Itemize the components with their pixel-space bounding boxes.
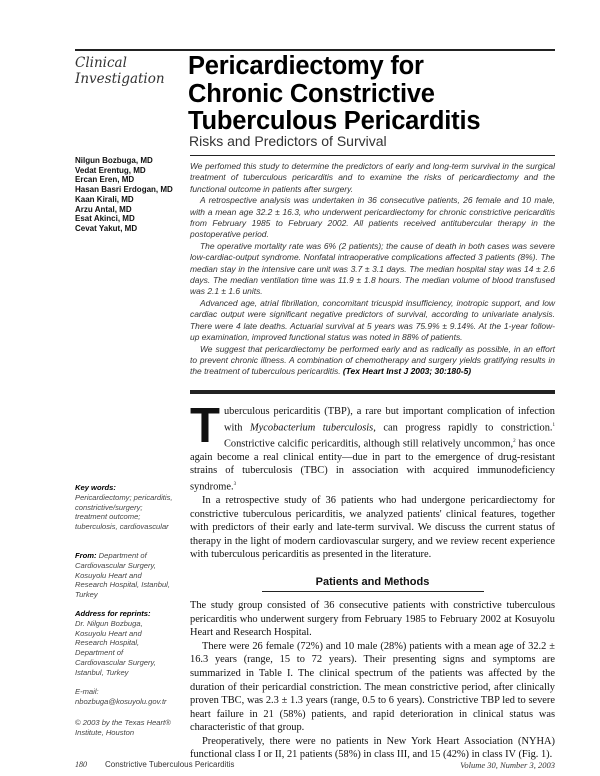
reprints-address: Dr. Nilgun Bozbuga, Kosuyolu Heart and Research Hospital, Department of Cardiovascular Surgery, Istanbul, Turkey bbox=[75, 618, 156, 677]
abstract-paragraph: A retrospective analysis was undertaken in 36 consecutive patients, 26 female and 10 male, with a mean age 32.2 ± 16.3, who underwent pericardiectomy for chronic constrictive pericarditis from February 1985 to February 2002. All patients received antitubercular therapy in the postoperative period. bbox=[190, 195, 555, 240]
methods-paragraph: Preoperatively, there were no patients in New York Heart Association (NYHA) functional class I or II, 21 patients (58%) in class III, and 15 (42%) in class IV (Fig. 1). bbox=[190, 735, 555, 761]
section-label bbox=[75, 55, 185, 87]
affiliation-block bbox=[75, 551, 175, 600]
abstract-bottom-rule bbox=[190, 390, 555, 394]
keywords-block bbox=[75, 483, 175, 532]
reference: 1 bbox=[552, 422, 555, 428]
top-rule bbox=[75, 49, 555, 51]
organism-name: Mycobacterium tuberculosis bbox=[250, 422, 374, 434]
footer-volume: Volume 30, Number 3, 2003 bbox=[460, 760, 555, 770]
abstract-paragraph bbox=[190, 344, 555, 378]
author-list bbox=[75, 156, 190, 234]
reprints-label: Address for reprints: bbox=[75, 609, 151, 618]
title-line: Tuberculous Pericarditis bbox=[188, 107, 481, 135]
section-heading: Patients and Methods bbox=[262, 576, 484, 592]
email-address[interactable]: nbozbuga@kosuyolu.gov.tr bbox=[75, 696, 167, 706]
article-subtitle: Risks and Predictors of Survival bbox=[189, 133, 387, 149]
methods-paragraph: The study group consisted of 36 consecutive patients with constrictive tuberculous pericarditis who underwent surgery from February 1985 to February 2002 at Kosuyolu Heart and Research Hospital. bbox=[190, 599, 555, 639]
footer-left bbox=[75, 760, 234, 769]
drop-cap: T bbox=[190, 399, 220, 453]
copyright: © 2003 by the Texas Heart® Institute, Houston bbox=[75, 718, 171, 737]
section-label-line: Investigation bbox=[75, 71, 165, 87]
text: , can progress rapidly to constriction. bbox=[373, 422, 553, 434]
author: Arzu Antal, MD bbox=[75, 204, 132, 214]
keywords: Pericardiectomy; pericarditis, constrictive/surgery; treatment outcome; tuberculosis, cardiovascular bbox=[75, 492, 173, 532]
author: Ercan Eren, MD bbox=[75, 175, 135, 185]
affiliation: Department of Cardiovascular Surgery, Kosuyolu Heart and Research Hospital, Istanbul, Turkey bbox=[75, 551, 170, 600]
running-title: Constrictive Tuberculous Pericarditis bbox=[105, 760, 235, 769]
abstract bbox=[190, 161, 555, 378]
reference: 3 bbox=[233, 481, 237, 487]
intro-paragraph: In a retrospective study of 36 patients who had undergone pericardiectomy for constrictive tuberculous pericarditis, we analyzed patients' clinical features, together with predictors of their early and late-term survival. We discuss the current status of therapy in the light of modern cardiovascular surgery, and we review recent experience with tuberculous pericarditis as presented in the literature. bbox=[190, 494, 555, 561]
abstract-paragraph: The operative mortality rate was 6% (2 patients); the cause of death in both cases was severe low-cardiac-output syndrome. Nonfatal intraoperative complications affected 3 patients (8%). The median stay in the intensive care unit was 3.7 ± 3.1 days. The median hospital stay was 14 ± 2.6 days. The median ventilation time was 11.9 ± 1.8 hours. The median volume of blood transfused was 2.1 ± 1.6 units. bbox=[190, 240, 555, 297]
abstract-paragraph: Advanced age, atrial fibrillation, concomitant tricuspid insufficiency, inotropic support, and low cardiac output were significant negative predictors of survival, according to univariate analysis. There were 4 late deaths. Actuarial survival at 5 years was 75.9% ± 9.14%. At the 1-year follow-up examination, improved functional status was noted in 88% of patients. bbox=[190, 297, 555, 343]
text: has once again become a real clinical entity—due in part to the emergence of drug-resistant strains of tuberculosis (TBC) in association with acquired immunodeficiency syndrome. bbox=[190, 438, 555, 493]
author: Nilgun Bozbuga, MD bbox=[75, 156, 153, 165]
article-title bbox=[188, 53, 568, 136]
title-line: Chronic Constrictive bbox=[188, 79, 435, 108]
email-label: E-mail: bbox=[75, 687, 99, 696]
email-block bbox=[75, 687, 175, 707]
methods-paragraph: There were 26 female (72%) and 10 male (28%) patients with a mean age of 32.2 ± 16.3 years (range, 15 to 72 years). Their presenting signs and symptoms are summarized in Table I. The clinical spectrum of the patients was affected by the duration of their pericardial constriction. The mean constrictive period, after clinically proven TBC, was 2.3 ± 1.3 years (range, 0.5 to 6 years). Constrictive TBP led to severe heart failure in 21 (58%) patients, and rapid deterioration in clinical status was characteristic of that group. bbox=[190, 640, 555, 734]
title-line: Pericardiectomy for bbox=[188, 52, 424, 80]
author: Vedat Erentug, MD bbox=[75, 165, 146, 175]
author: Hasan Basri Erdogan, MD bbox=[75, 185, 173, 195]
reference: 2 bbox=[513, 438, 516, 444]
text: uberculous pericarditis (TBP), a rare but important complication of infection with bbox=[223, 406, 555, 434]
abstract-top-rule bbox=[190, 155, 555, 156]
intro-paragraph bbox=[190, 399, 555, 494]
citation: (Tex Heart Inst J 2003; 30:180-5) bbox=[342, 366, 472, 377]
text: Constrictive calcific pericarditis, although still relatively uncommon, bbox=[223, 438, 514, 450]
page-number: 180 bbox=[75, 760, 87, 769]
article-body bbox=[190, 399, 555, 762]
reprints-block bbox=[75, 609, 175, 678]
author: Kaan Kirali, MD bbox=[75, 194, 134, 204]
keywords-label: Key words: bbox=[75, 483, 116, 492]
abstract-paragraph: We perfomed this study to determine the predictors of early and long-term survival in the surgical treatment of tuberculous pericarditis and to examine the risks of pericardiectomy and the functional outcome in patients after surgery. bbox=[190, 161, 555, 194]
author: Cevat Yakut, MD bbox=[75, 223, 138, 233]
section-label-line: Clinical bbox=[75, 55, 127, 71]
abstract-conclusion: We suggest that pericardiectomy be performed early and as radically as possible, in an effort to prevent chronic illness. A combination of chemotherapy and surgery yields gratifying results in the treatment of tuberculous pericarditis. bbox=[190, 343, 555, 377]
author: Esat Akinci, MD bbox=[75, 214, 135, 224]
from-label: From: bbox=[75, 551, 97, 560]
